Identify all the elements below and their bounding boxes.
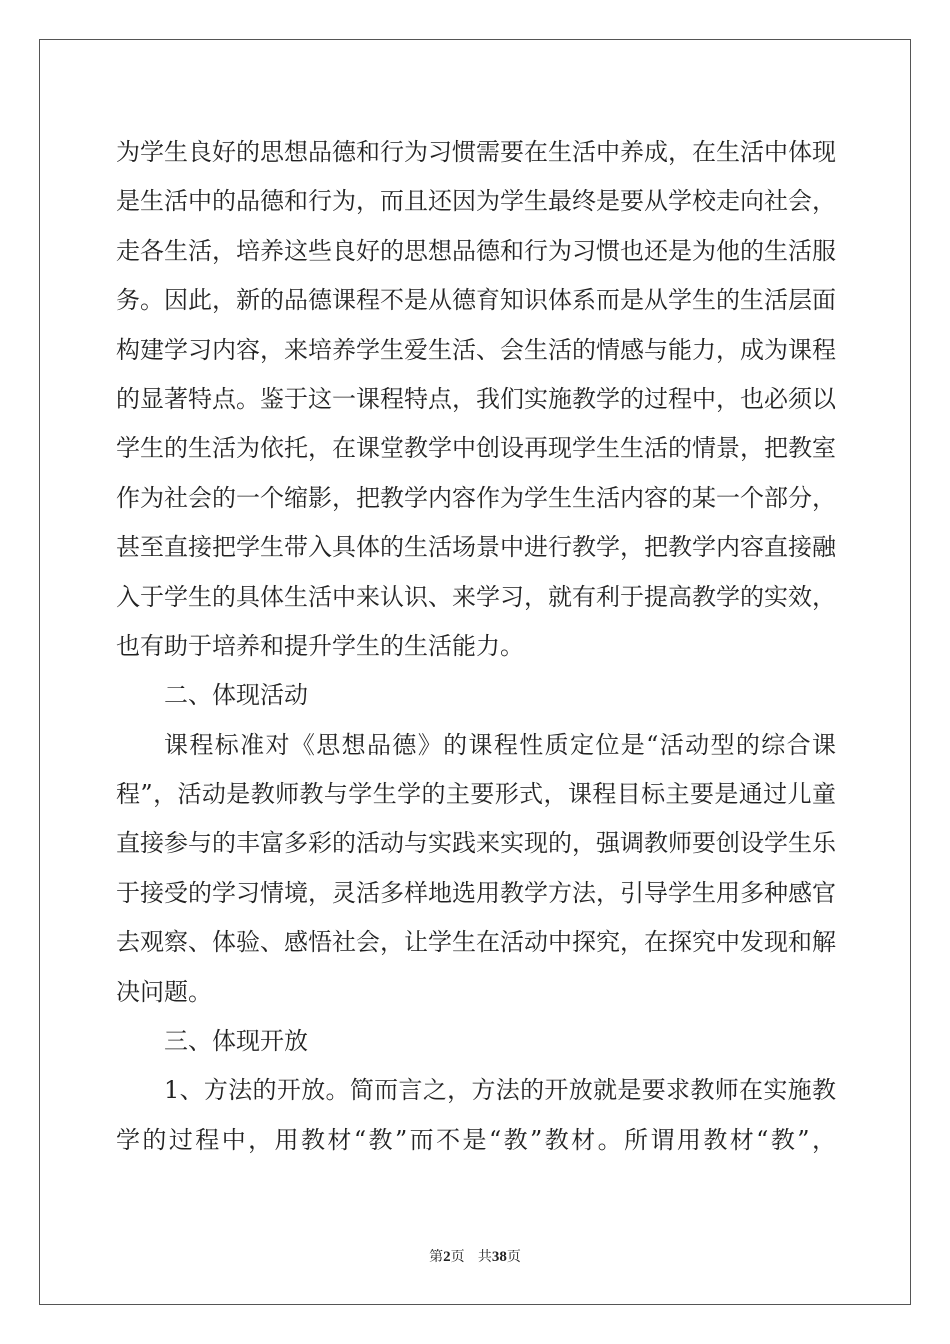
text-line: 构建学习内容，来培养学生爱生活、会生活的情感与能力，成为课程 <box>116 335 836 364</box>
text-line: 于接受的学习情境，灵活多样地选用教学方法，引导学生用多种感官 <box>116 878 836 907</box>
text-line: 是生活中的品德和行为，而且还因为学生最终是要从学校走向社会， <box>116 187 836 216</box>
text-line: 也有助于培养和提升学生的生活能力。 <box>116 631 524 660</box>
text-line: 课程标准对《思想品德》的课程性质定位是“活动型的综合课 <box>164 730 836 759</box>
text-line: 走各生活，培养这些良好的思想品德和行为习惯也还是为他的生活服 <box>116 236 836 265</box>
text-line: 决问题。 <box>116 977 212 1006</box>
total-prefix: 共 <box>477 1249 492 1265</box>
document-body <box>116 128 836 1165</box>
section-heading: 三、体现开放 <box>164 1027 308 1056</box>
page-footer <box>0 1246 950 1266</box>
text-line: 作为社会的一个缩影，把教学内容作为学生生活内容的某一个部分， <box>116 483 836 512</box>
text-line: 为学生良好的思想品德和行为习惯需要在生活中养成，在生活中体现 <box>116 138 836 166</box>
text-line: 的显著特点。鉴于这一课程特点，我们实施教学的过程中，也必须以 <box>116 384 836 413</box>
total-suffix: 页 <box>506 1249 521 1265</box>
text-line: 1、方法的开放。简而言之，方法的开放就是要求教师在实施教 <box>164 1076 836 1105</box>
text-line: 直接参与的丰富多彩的活动与实践来实现的，强调教师要创设学生乐 <box>116 829 836 858</box>
text-line: 学生的生活为依托，在课堂教学中创设再现学生生活的情景，把教室 <box>116 434 836 463</box>
text-line: 甚至直接把学生带入具体的生活场景中进行教学，把教学内容直接融 <box>116 533 836 562</box>
total-pages: 38 <box>491 1249 507 1265</box>
section-heading: 二、体现活动 <box>164 681 308 710</box>
text-line: 去观察、体验、感悟社会，让学生在活动中探究，在探究中发现和解 <box>116 928 836 957</box>
text-line: 务。因此，新的品德课程不是从德育知识体系而是从学生的生活层面 <box>116 286 836 315</box>
page-number: 2 <box>443 1249 451 1265</box>
page-suffix: 页 <box>450 1249 465 1265</box>
page-prefix: 第 <box>429 1249 444 1265</box>
text-line: 入于学生的具体生活中来认识、来学习，就有利于提高教学的实效， <box>116 582 836 611</box>
text-line: 学的过程中，用教材“教”而不是“教”教材。所谓用教材“教”， <box>116 1125 836 1154</box>
text-line: 程”，活动是教师教与学生学的主要形式，课程目标主要是通过儿童 <box>116 780 836 809</box>
